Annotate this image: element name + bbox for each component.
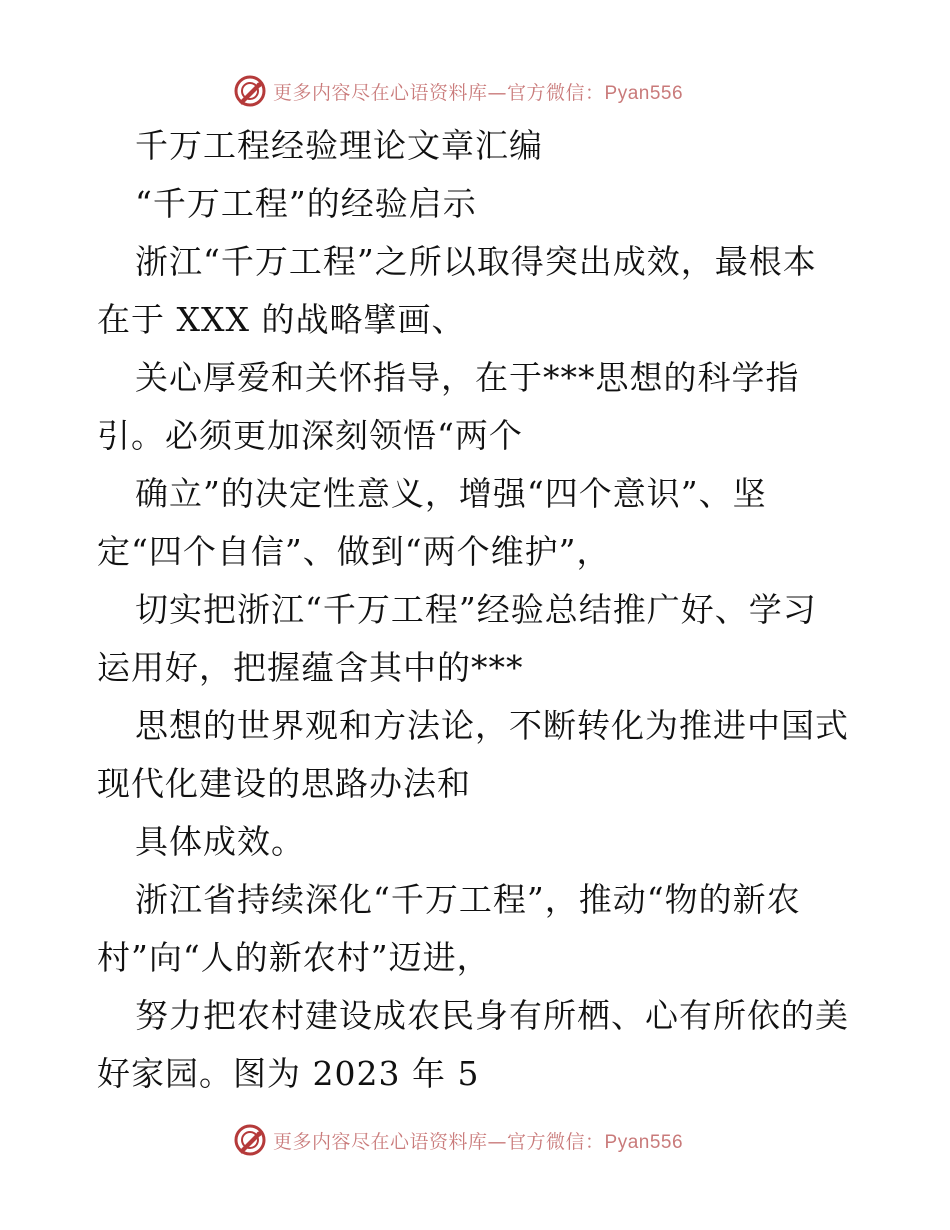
watermark-wechat-id: Pyan556	[604, 1131, 684, 1153]
paragraph-line: 努力把农村建设成农民身有所栖、心有所依的美	[135, 996, 849, 1035]
article-title: “千万工程”的经验启示	[135, 184, 477, 223]
paragraph-line: 思想的世界观和方法论，不断转化为推进中国式	[135, 706, 849, 745]
paragraph-line: 确立”的决定性意义，增强“四个意识”、坚	[135, 474, 767, 513]
watermark-header	[233, 73, 683, 109]
paragraph-line: 关心厚爱和关怀指导，在于***思想的科学指	[135, 358, 800, 397]
paragraph-line: 运用好，把握蕴含其中的***	[97, 648, 524, 687]
paragraph-line: 具体成效。	[135, 822, 305, 861]
paragraph-line: 引。必须更加深刻领悟“两个	[97, 416, 523, 455]
logo-icon	[233, 1123, 267, 1157]
paragraph-line: 定“四个自信”、做到“两个维护”，	[97, 532, 611, 571]
paragraph-line: 切实把浙江“千万工程”经验总结推广好、学习	[135, 590, 817, 629]
paragraph-line: 好家园。图为 2023 年 5	[97, 1054, 480, 1093]
watermark-label: 更多内容尽在心语资料库—官方微信：	[273, 1130, 605, 1153]
watermark-wechat-id: Pyan556	[604, 82, 684, 104]
paragraph-line: 浙江“千万工程”之所以取得突出成效，最根本	[135, 242, 817, 281]
watermark-label: 更多内容尽在心语资料库—官方微信：	[273, 81, 605, 104]
paragraph-line: 浙江省持续深化“千万工程”，推动“物的新农	[135, 880, 801, 919]
paragraph-line: 在于 XXX 的战略擘画、	[97, 300, 466, 339]
logo-icon	[233, 74, 267, 108]
paragraph-line: 村”向“人的新农村”迈进，	[97, 938, 491, 977]
watermark-footer	[233, 1122, 683, 1158]
document-title: 千万工程经验理论文章汇编	[135, 126, 543, 165]
paragraph-line: 现代化建设的思路办法和	[97, 764, 471, 803]
